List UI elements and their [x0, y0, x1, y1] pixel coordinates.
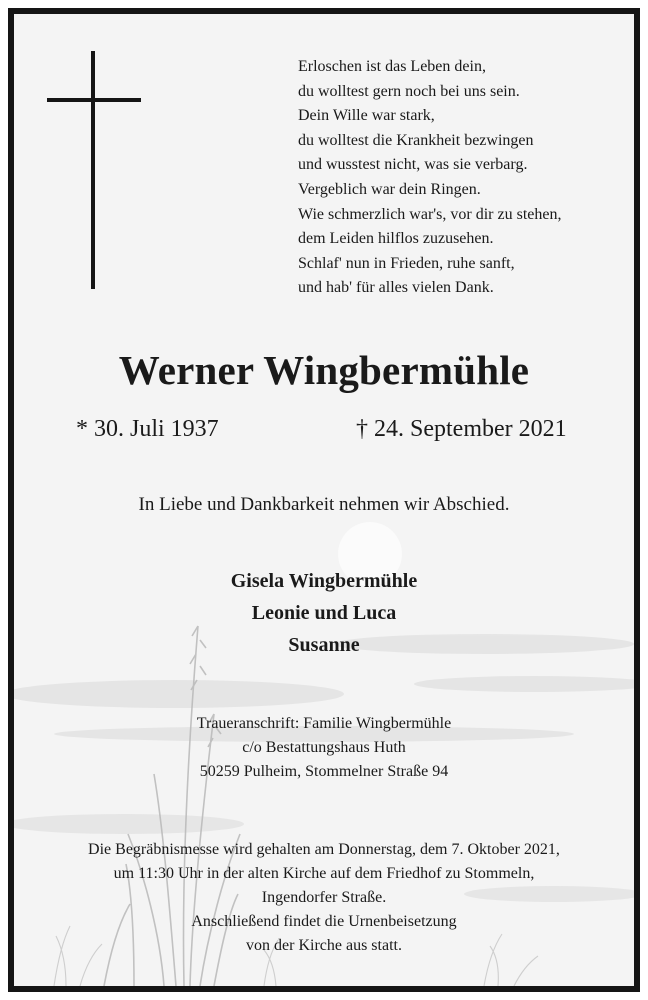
deceased-name: Werner Wingbermühle	[118, 347, 530, 393]
address-line: 50259 Pulheim, Stommelner Straße 94	[199, 763, 449, 780]
service-line: um 11:30 Uhr in der alten Kirche auf dem Friedhof zu Stommeln,	[113, 865, 535, 882]
poem-line: Erloschen ist das Leben dein,	[298, 58, 486, 75]
address-line: c/o Bestattungshaus Huth	[242, 739, 406, 756]
birth-date: * 30. Juli 1937	[76, 416, 219, 442]
obituary-card	[8, 8, 640, 992]
poem-line: dem Leiden hilflos zuzusehen.	[298, 230, 494, 248]
mourning-address	[14, 712, 634, 784]
poem-line: Vergeblich war dein Ringen.	[298, 180, 481, 198]
service-line: Anschließend findet die Urnenbeisetzung	[191, 913, 457, 930]
service-line: Ingendorfer Straße.	[261, 889, 387, 906]
poem-line: und wusstest nicht, was sie verbarg.	[298, 156, 528, 174]
service-line: von der Kirche aus statt.	[246, 937, 402, 954]
cross-icon	[47, 51, 141, 289]
poem-line: Dein Wille war stark,	[298, 107, 435, 125]
poem-line: du wolltest die Krankheit bezwingen	[298, 131, 534, 149]
service-line: Die Begräbnismesse wird gehalten am Donnerstag, dem 7. Oktober 2021,	[88, 841, 560, 858]
poem-line: Schlaf' nun in Frieden, ruhe sanft,	[298, 254, 515, 272]
mourner-name: Leonie und Luca	[251, 602, 397, 624]
funeral-service-info	[14, 838, 634, 958]
death-date: † 24. September 2021	[356, 416, 567, 442]
poem-line: und hab' für alles vielen Dank.	[298, 279, 494, 297]
mourner-name: Susanne	[288, 634, 360, 656]
address-line: Traueranschrift: Familie Wingbermühle	[196, 715, 452, 732]
farewell-text: In Liebe und Dankbarkeit nehmen wir Abschied.	[138, 494, 510, 515]
mourner-name: Gisela Wingbermühle	[230, 570, 418, 592]
poem-line: du wolltest gern noch bei uns sein.	[298, 82, 520, 100]
mourners-list	[14, 565, 634, 661]
poem	[298, 55, 618, 301]
poem-line: Wie schmerzlich war's, vor dir zu stehen,	[298, 205, 562, 223]
